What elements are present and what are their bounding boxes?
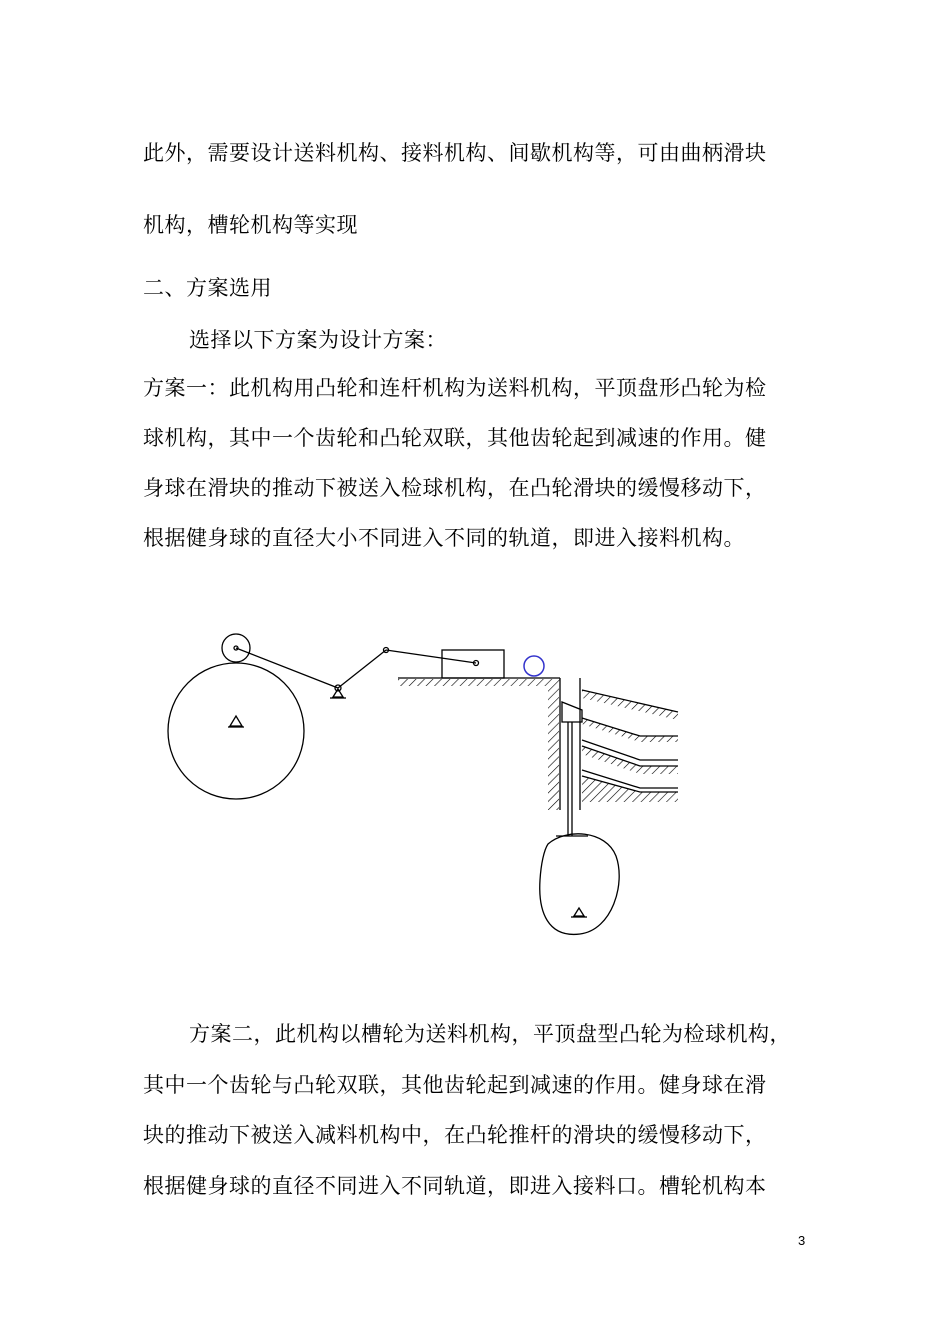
page-number: 3 [798,1233,806,1248]
mechanism-diagram [160,620,690,950]
paragraph-line: 方案一：此机构用凸轮和连杆机构为送料机构，平顶盘形凸轮为检 [143,376,767,400]
paragraph-line: 块的推动下被送入减料机构中，在凸轮推杆的滑块的缓慢移动下， [143,1123,767,1147]
lower-cam-pivot [574,908,584,916]
paragraph-line: 球机构，其中一个齿轮和凸轮双联，其他齿轮起到减速的作用。健 [143,426,767,450]
detector-block [562,702,582,722]
fitness-ball [524,656,544,676]
paragraph-line: 机构，槽轮机构等实现 [143,213,358,237]
paragraph-line: 方案二，此机构以槽轮为送料机构，平顶盘型凸轮为检球机构， [189,1022,791,1046]
paragraph-line: 此外，需要设计送料机构、接料机构、间歇机构等，可由曲柄滑块 [143,141,767,165]
paragraph-line: 身球在滑块的推动下被送入检球机构，在凸轮滑块的缓慢移动下， [143,476,767,500]
paragraph-line: 根据健身球的直径不同进入不同轨道，即进入接料口。槽轮机构本 [143,1174,767,1198]
cam-disk [168,663,304,799]
connecting-rod [236,648,338,688]
paragraph-line: 选择以下方案为设计方案： [189,328,447,352]
paragraph-line: 根据健身球的直径大小不同进入不同的轨道，即进入接料机构。 [143,526,745,550]
section-heading: 二、方案选用 [143,276,272,300]
cam-pivot [230,716,242,726]
slider-link [386,650,476,663]
rocker-link [338,650,386,688]
lower-cam [540,834,619,935]
paragraph-line: 其中一个齿轮与凸轮双联，其他齿轮起到减速的作用。健身球在滑 [143,1073,767,1097]
slider-block [442,650,504,678]
